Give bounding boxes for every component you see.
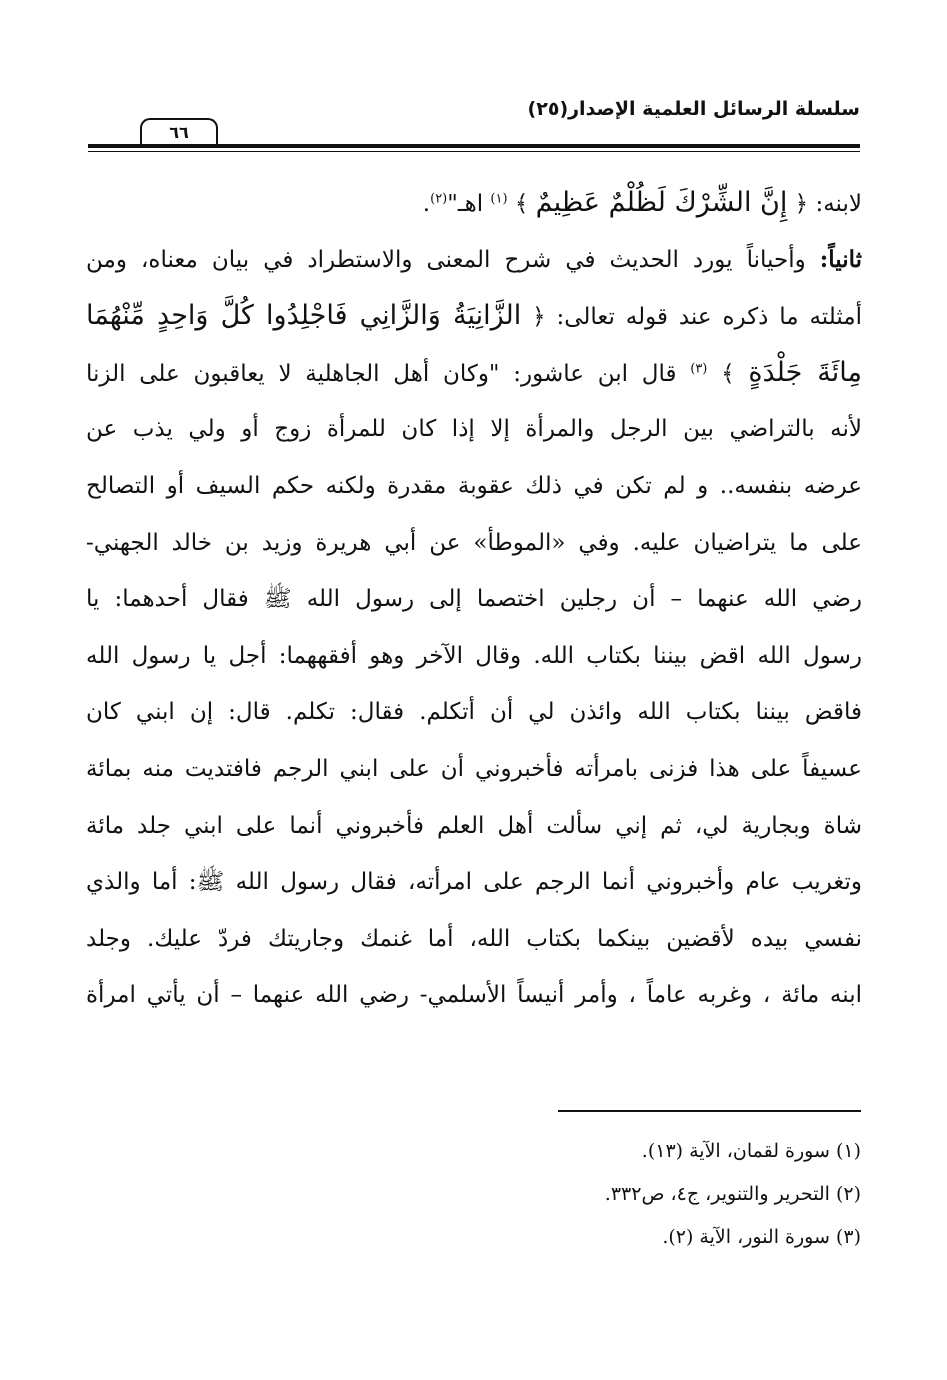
- text-line-2: ثانياً: وأحياناً يورد الحديث في شرح المعنى والاستطراد في بيان معناه، ومن: [86, 245, 862, 273]
- header-rule-thick: [88, 144, 860, 148]
- text-line-4: مِائَةَ جَلْدَةٍ ﴾ $^{(٣)}$ قال ابن عاشور: "وكان أهل الجاهلية لا يعاقبون على الزنا: [86, 356, 862, 388]
- text-line-3: أمثلته ما ذكره عند قوله تعالى: ﴿ الزَّانِيَةُ وَالزَّانِي فَاجْلِدُوا كُلَّ وَاحِدٍ مِّنْهُمَا: [86, 300, 862, 332]
- footnote-ref-3: (٣): [690, 361, 708, 377]
- page-header: [88, 98, 860, 158]
- footnotes: [341, 1130, 861, 1259]
- text-line: نفسي بيده لأقضين بينكما بكتاب الله، أما غنمك وجاريتك فردّ عليك. وجلد: [86, 925, 862, 952]
- footnote-2: (٢) التحرير والتنوير، ج٤، ص٣٣٢.: [604, 1183, 861, 1205]
- text-line: وتغريب عام وأخبروني أنما الرجم على امرأته، فقال رسول الله ﷺ: أما والذي: [86, 869, 862, 896]
- text-line-1: لابنه: ﴿ إِنَّ الشِّرْكَ لَظُلْمٌ عَظِيمٌ ﴾ $^{(١)}$ اهـ"$^{(٢)}$.: [422, 187, 862, 218]
- footnote-separator: [558, 1110, 861, 1112]
- text-line: عرضه بنفسه.. و لم تكن في ذلك عقوبة مقدرة ولكنه حكم السيف أو التصالح: [86, 472, 862, 499]
- footnote-ref-2: (٢): [430, 191, 448, 207]
- text-line: فاقض بيننا بكتاب الله وائذن لي أن أتكلم. فقال: تكلم. قال: إن ابني كان: [86, 699, 862, 726]
- text-line: رضي الله عنهما – أن رجلين اختصما إلى رسول الله ﷺ فقال أحدهما: يا: [86, 586, 862, 613]
- quran-verse-1: إِنَّ الشِّرْكَ لَظُلْمٌ عَظِيمٌ: [535, 187, 788, 218]
- quran-verse-2-end: مِائَةَ جَلْدَةٍ: [748, 356, 862, 388]
- main-text: [86, 175, 862, 1024]
- text-line: عسيفاً على هذا فزنى بامرأته فأخبروني أن على ابني الرجم فافتديت منه بمائة: [86, 755, 862, 782]
- header-rule-thin: [88, 151, 860, 152]
- page-number: ٦٦: [140, 118, 218, 146]
- text-line: ابنه مائة ، وغربه عاماً ، وأمر أنيساً الأسلمي- رضي الله عنهما – أن يأتي امرأة: [86, 982, 862, 1009]
- text-line: على ما يتراضيان عليه. وفي «الموطأ» عن أبي هريرة وزيد بن خالد الجهني-: [86, 529, 862, 556]
- text-line: لأنه بالتراضي بين الرجل والمرأة إلا إذا كان للمرأة زوج أو ولي يذب عن: [86, 416, 862, 443]
- footnote-1: (١) سورة لقمان، الآية (١٣).: [641, 1140, 861, 1162]
- footnote-ref-1: (١): [490, 191, 508, 207]
- quran-verse-2: الزَّانِيَةُ وَالزَّانِي فَاجْلِدُوا كُلَّ وَاحِدٍ مِّنْهُمَا: [86, 300, 522, 332]
- text-line: رسول الله اقض بيننا بكتاب الله. وقال الآخر وهو أفقههما: أجل يا رسول الله: [86, 642, 862, 669]
- text-line: شاة وبجارية لي، ثم إني سألت أهل العلم فأخبروني أنما على ابني جلد مائة: [86, 812, 862, 839]
- series-title: سلسلة الرسائل العلمية الإصدار(٢٥): [527, 98, 860, 120]
- footnote-3: (٣) سورة النور، الآية (٢).: [662, 1226, 861, 1248]
- section-label: ثانياً:: [819, 245, 862, 273]
